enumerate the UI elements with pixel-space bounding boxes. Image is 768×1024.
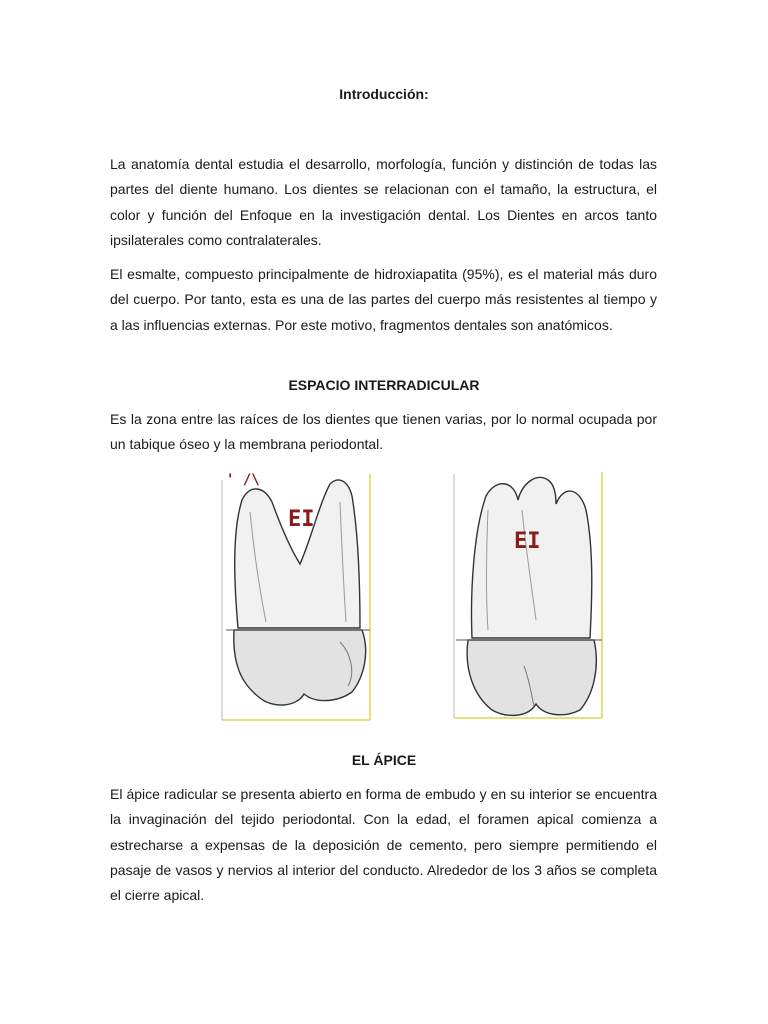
- apice-paragraph: El ápice radicular se presenta abierto en forma de embudo y en su interior se encuentra la invaginación del tejido periodontal. Con la edad, el foramen apical comienza a estrecharse a expensas de la deposición de cemento, pero siempre permitiendo el pasaje de vasos y nervios al interior del conducto. Alrededor de los 3 años se completa el cierre apical.: [110, 786, 657, 904]
- intro-heading: Introducción:: [339, 86, 429, 102]
- ei-label-right: EI: [514, 529, 541, 554]
- intro-paragraph-1: La anatomía dental estudia el desarrollo, morfología, función y distinción de todas las partes del diente humano. Los dientes se relacionan con el tamaño, la estructura, el color y función del Enfoque en la investigación dental. Los Dientes en arcos tanto ipsilaterales como contralaterales.: [110, 156, 657, 248]
- intro-paragraph-2: El esmalte, compuesto principalmente de hidroxiapatita (95%), es el material más duro del cuerpo. Por tanto, esta es una de las partes del cuerpo más resistentes al tiempo y a las influencias externas. Por este motivo, fragmentos dentales son anatómicos.: [110, 266, 657, 333]
- espacio-interradicular-heading: ESPACIO INTERRADICULAR: [288, 377, 480, 393]
- tooth-drawing-left: [220, 472, 372, 722]
- tooth-figure-right: [452, 470, 604, 720]
- tooth-drawing-right: [452, 470, 604, 720]
- el-apice-heading: EL ÁPICE: [351, 752, 417, 768]
- left-corner-mark: ' /\: [226, 472, 260, 488]
- espacio-paragraph: Es la zona entre las raíces de los dientes que tienen varias, por lo normal ocupada por un tabique óseo y la membrana periodontal.: [110, 411, 657, 453]
- ei-label-left: EI: [288, 507, 315, 532]
- tooth-figure-left: [220, 472, 372, 722]
